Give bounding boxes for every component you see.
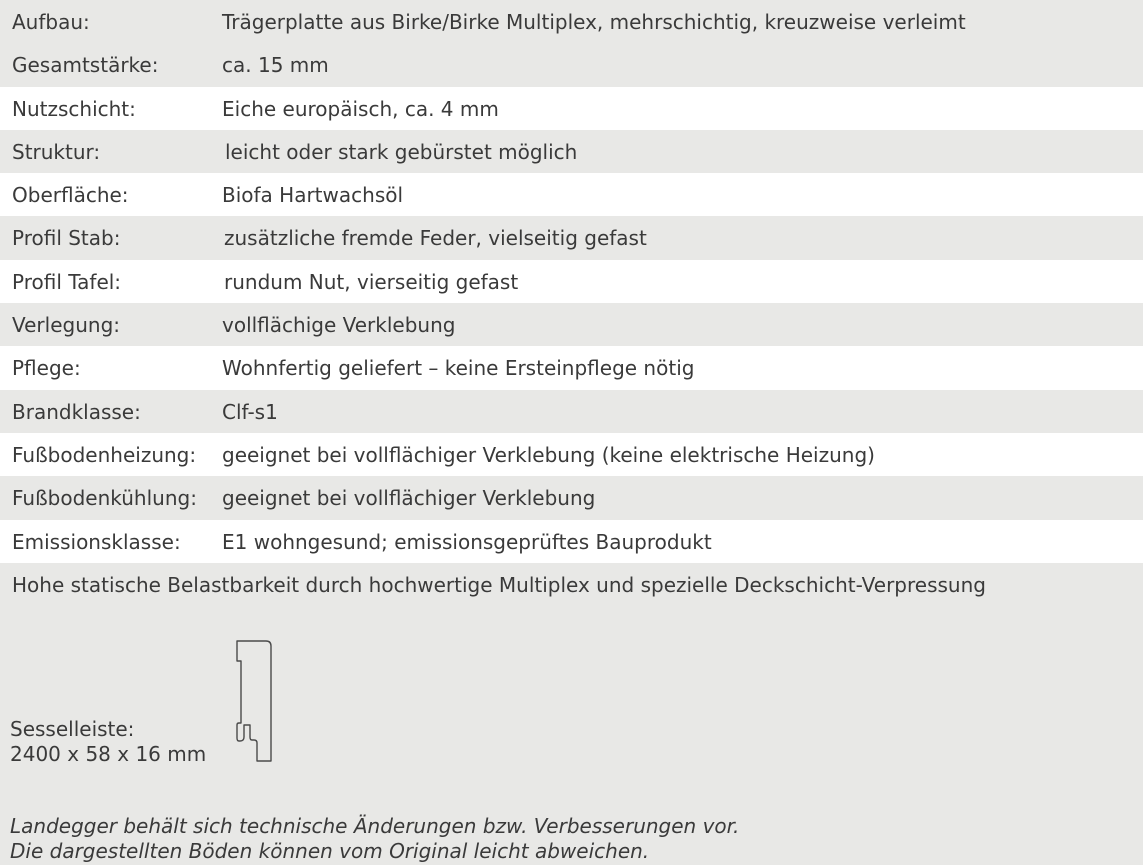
spec-value: ca. 15 mm	[222, 53, 329, 78]
spec-label: Nutzschicht:	[12, 96, 136, 121]
disclaimer	[10, 814, 739, 864]
spec-label: Pflege:	[12, 356, 81, 381]
spec-label: Emissionsklasse:	[12, 529, 181, 554]
spec-label: Gesamtstärke:	[12, 53, 159, 78]
spec-row-aufbau	[0, 0, 1143, 43]
info-panel	[0, 563, 1143, 865]
spec-value: Eiche europäisch, ca. 4 mm	[222, 96, 499, 121]
spec-value: vollflächige Verklebung	[222, 313, 456, 338]
disclaimer-line-2: Die dargestellten Böden können vom Original leicht abweichen.	[10, 839, 650, 863]
skirting-board-title: Sesselleiste:	[10, 717, 135, 741]
spec-value: geeignet bei vollflächiger Verklebung	[222, 486, 596, 511]
spec-row-profil-tafel	[0, 260, 1143, 303]
spec-label: Aufbau:	[12, 10, 90, 34]
spec-row-gesamtstaerke	[0, 43, 1143, 86]
skirting-board-dimensions: 2400 x 58 x 16 mm	[10, 742, 207, 766]
spec-row-profil-stab	[0, 216, 1143, 259]
spec-row-brandklasse	[0, 390, 1143, 433]
disclaimer-line-1: Landegger behält sich technische Änderungen bzw. Verbesserungen vor.	[10, 814, 740, 838]
skirting-board-info	[10, 717, 206, 767]
spec-label: Profil Stab:	[12, 226, 121, 251]
spec-label: Brandklasse:	[12, 399, 141, 424]
spec-value: Clf-s1	[222, 399, 278, 424]
spec-row-struktur	[0, 130, 1143, 173]
spec-value: leicht oder stark gebürstet möglich	[225, 139, 578, 164]
spec-label: Verlegung:	[12, 313, 120, 338]
spec-row-nutzschicht	[0, 87, 1143, 130]
spec-row-oberflaeche	[0, 173, 1143, 216]
spec-value: Trägerplatte aus Birke/Birke Multiplex, mehrschichtig, kreuzweise verleimt	[222, 10, 966, 34]
load-capacity-statement: Hohe statische Belastbarkeit durch hochwertige Multiplex und spezielle Deckschicht-Verpressung	[12, 573, 986, 597]
spec-value: Biofa Hartwachsöl	[222, 183, 404, 208]
spec-row-fussbodenkuehlung	[0, 476, 1143, 519]
spec-label: Profil Tafel:	[12, 269, 122, 294]
spec-label: Oberfläche:	[12, 183, 129, 208]
spec-value: geeignet bei vollflächiger Verklebung (keine elektrische Heizung)	[222, 442, 875, 467]
spec-value: rundum Nut, vierseitig gefast	[224, 269, 519, 294]
spec-row-pflege	[0, 346, 1143, 389]
spec-label: Fußbodenkühlung:	[12, 486, 197, 511]
spec-row-fussbodenheizung	[0, 433, 1143, 476]
spec-value: E1 wohngesund; emissionsgeprüftes Bauprodukt	[222, 529, 712, 554]
spec-label: Fußbodenheizung:	[12, 442, 197, 467]
spec-row-verlegung	[0, 303, 1143, 346]
skirting-profile-drawing	[230, 639, 280, 769]
spec-value: zusätzliche fremde Feder, vielseitig gefast	[224, 226, 647, 251]
spec-row-emissionsklasse	[0, 520, 1143, 563]
spec-label: Struktur:	[12, 139, 101, 164]
spec-value: Wohnfertig geliefert – keine Ersteinpflege nötig	[222, 356, 695, 381]
